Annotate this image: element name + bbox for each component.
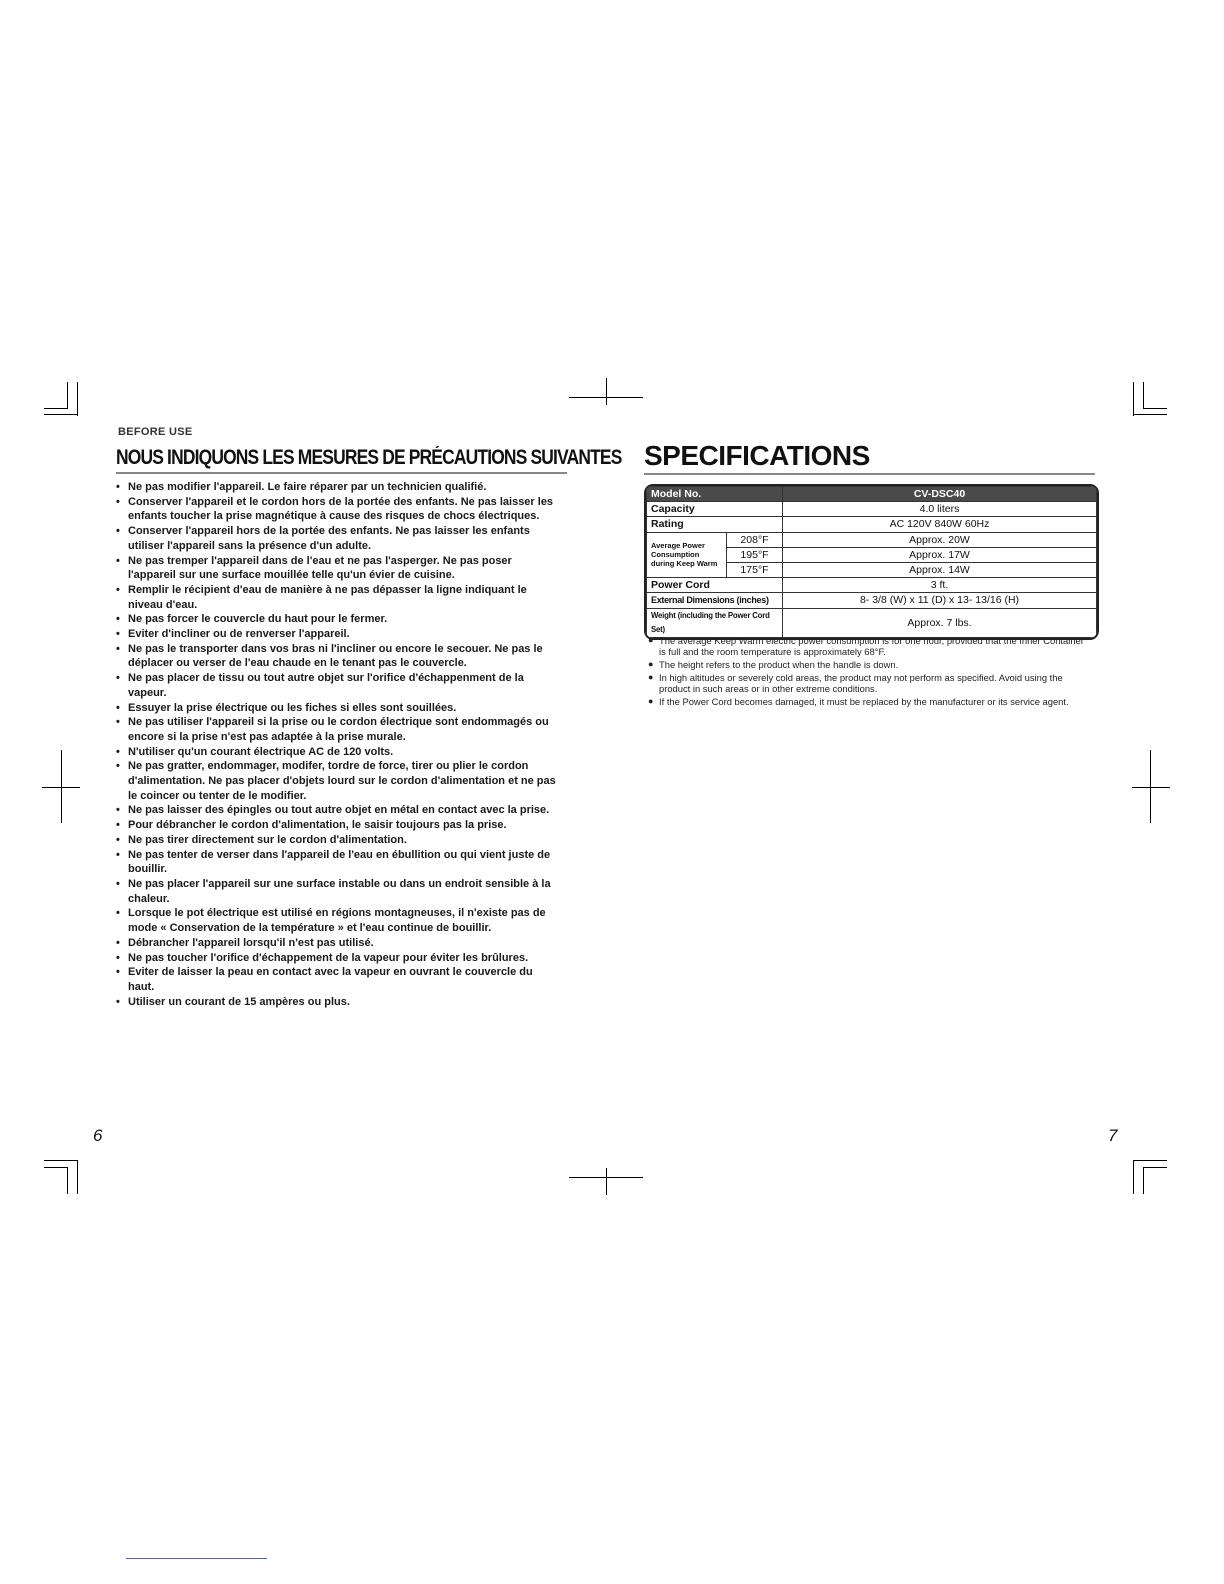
crop-mark: [1133, 1160, 1167, 1161]
title-divider: [116, 472, 567, 474]
list-item: • Conserver l'appareil hors de la portée des enfants. Ne pas laisser les enfants utiliser l'appareil sans la présence d'un adulte.: [116, 524, 560, 553]
avg-power-label: Average Power Consumption during Keep Warm: [647, 532, 727, 578]
list-item: • Ne pas modifier l'appareil. Le faire réparer par un technicien qualifié.: [116, 480, 560, 495]
table-row: [647, 578, 1097, 593]
crop-mark: [569, 1177, 643, 1178]
crop-mark: [606, 378, 607, 405]
page-number-left: 6: [93, 1126, 103, 1145]
crop-mark: [44, 1167, 68, 1168]
crop-mark: [1143, 1167, 1144, 1194]
crop-mark: [77, 1160, 78, 1194]
list-item: • Eviter d'incliner ou de renverser l'appareil.: [116, 627, 560, 642]
crop-mark: [44, 408, 68, 409]
list-item: • Lorsque le pot électrique est utilisé en régions montagneuses, il n'existe pas de mode « Conservation de la température » et l'eau continue de bouillir.: [116, 906, 560, 935]
table-row: [647, 608, 1097, 637]
precautions-list: [116, 480, 560, 1009]
temp-cell: 208°F: [727, 532, 783, 547]
list-item: • Eviter de laisser la peau en contact avec la vapeur en ouvrant le couvercle du haut.: [116, 965, 560, 994]
crop-mark: [77, 382, 78, 416]
crop-mark: [67, 1167, 68, 1194]
temp-cell: 195°F: [727, 547, 783, 562]
crop-mark: [44, 1160, 78, 1161]
list-item: • Ne pas le transporter dans vos bras ni l'incliner ou encore le secouer. Ne pas le déplacer ou verser de l'eau chaude en le tenant pas le couvercle.: [116, 642, 560, 671]
list-item: • Ne pas toucher l'orifice d'échappement de la vapeur pour éviter les brûlures.: [116, 951, 560, 966]
list-item: • Ne pas forcer le couvercle du haut pour le fermer.: [116, 612, 560, 627]
crop-mark: [606, 1168, 607, 1195]
list-item: • Remplir le récipient d'eau de manière à ne pas dépasser la ligne indiquant le niveau d'eau.: [116, 583, 560, 612]
crop-mark: [1143, 1167, 1167, 1168]
model-label: Model No.: [647, 487, 783, 502]
note-item: ● In high altitudes or severely cold areas, the product may not perform as specified. Avoid using the product in such areas or in other extreme conditions.: [648, 672, 1090, 695]
spec-notes: [648, 635, 1090, 708]
rating-label: Rating: [647, 517, 783, 532]
power-cell: Approx. 17W: [783, 547, 1097, 562]
note-item: ● If the Power Cord becomes damaged, it must be replaced by the manufacturer or its service agent.: [648, 696, 1090, 707]
list-item: • Essuyer la prise électrique ou les fiches si elles sont souillées.: [116, 701, 560, 716]
list-item: • Conserver l'appareil et le cordon hors de la portée des enfants. Ne pas laisser les enfants toucher la prise magnétique à cause des risques de chocs électriques.: [116, 495, 560, 524]
precautions-title: NOUS INDIQUONS LES MESURES DE PRÉCAUTIONS SUIVANTES: [116, 446, 622, 469]
specifications-title: SPECIFICATIONS: [644, 440, 870, 471]
list-item: • Débrancher l'appareil lorsqu'il n'est pas utilisé.: [116, 936, 560, 951]
power-cell: Approx. 20W: [783, 532, 1097, 547]
specifications-table: [644, 484, 1099, 640]
rating-value: AC 120V 840W 60Hz: [783, 517, 1097, 532]
power-cell: Approx. 14W: [783, 563, 1097, 578]
section-label: BEFORE USE: [118, 426, 193, 438]
table-row: [647, 593, 1097, 608]
crop-mark: [1133, 1160, 1134, 1194]
list-item: • Ne pas tirer directement sur le cordon d'alimentation.: [116, 833, 560, 848]
link-underline: [126, 1558, 267, 1559]
table-row: [647, 502, 1097, 517]
crop-mark: [44, 414, 78, 415]
crop-mark: [1133, 382, 1134, 416]
weight-value: Approx. 7 lbs.: [783, 608, 1097, 637]
table-row: [647, 487, 1097, 502]
list-item: • Ne pas laisser des épingles ou tout autre objet en métal en contact avec la prise.: [116, 803, 560, 818]
crop-mark: [42, 787, 80, 788]
model-value: CV-DSC40: [783, 487, 1097, 502]
crop-mark: [1133, 414, 1167, 415]
table-row: [647, 532, 1097, 547]
cord-value: 3 ft.: [783, 578, 1097, 593]
table-row: [647, 517, 1097, 532]
list-item: • Ne pas tenter de verser dans l'appareil de l'eau en ébullition ou qui vient juste de bouillir.: [116, 848, 560, 877]
crop-mark: [67, 382, 68, 409]
dimensions-value: 8- 3/8 (W) x 11 (D) x 13- 13/16 (H): [783, 593, 1097, 608]
list-item: • Ne pas tremper l'appareil dans de l'eau et ne pas l'asperger. Ne pas poser l'appareil sur une surface mouillée telle qu'un évier de cuisine.: [116, 554, 560, 583]
capacity-label: Capacity: [647, 502, 783, 517]
note-item: ● The average Keep Warm electric power consumption is for one hour, provided that the Inner Container is full and the room temperature is approximately 68°F.: [648, 635, 1090, 658]
note-item: ● The height refers to the product when the handle is down.: [648, 659, 1090, 670]
crop-mark: [1132, 787, 1170, 788]
crop-mark: [1143, 382, 1144, 409]
list-item: • Ne pas utiliser l'appareil si la prise ou le cordon électrique sont endommagés ou encore si la prise n'est pas adaptée à la prise murale.: [116, 715, 560, 744]
capacity-value: 4.0 liters: [783, 502, 1097, 517]
page-number-right: 7: [1108, 1126, 1118, 1145]
list-item: • Ne pas placer l'appareil sur une surface instable ou dans un endroit sensible à la chaleur.: [116, 877, 560, 906]
cord-label: Power Cord: [647, 578, 783, 593]
list-item: • Ne pas placer de tissu ou tout autre objet sur l'orifice d'échappenment de la vapeur.: [116, 671, 560, 700]
list-item: • Ne pas gratter, endommager, modifer, tordre de force, tirer ou plier le cordon d'alimentation. Ne pas placer d'objets lourd sur le cordon d'alimentation et ne pas le coincer ou tenter de le modifier.: [116, 759, 560, 803]
crop-mark: [569, 397, 643, 398]
weight-label: Weight (including the Power Cord Set): [647, 608, 783, 637]
list-item: • N'utiliser qu'un courant électrique AC de 120 volts.: [116, 745, 560, 760]
title-divider: [644, 473, 1095, 475]
list-item: • Utiliser un courant de 15 ampères ou plus.: [116, 995, 560, 1010]
temp-cell: 175°F: [727, 563, 783, 578]
crop-mark: [1143, 408, 1167, 409]
list-item: • Pour débrancher le cordon d'alimentation, le saisir toujours pas la prise.: [116, 818, 560, 833]
dimensions-label: External Dimensions (inches): [647, 593, 783, 608]
